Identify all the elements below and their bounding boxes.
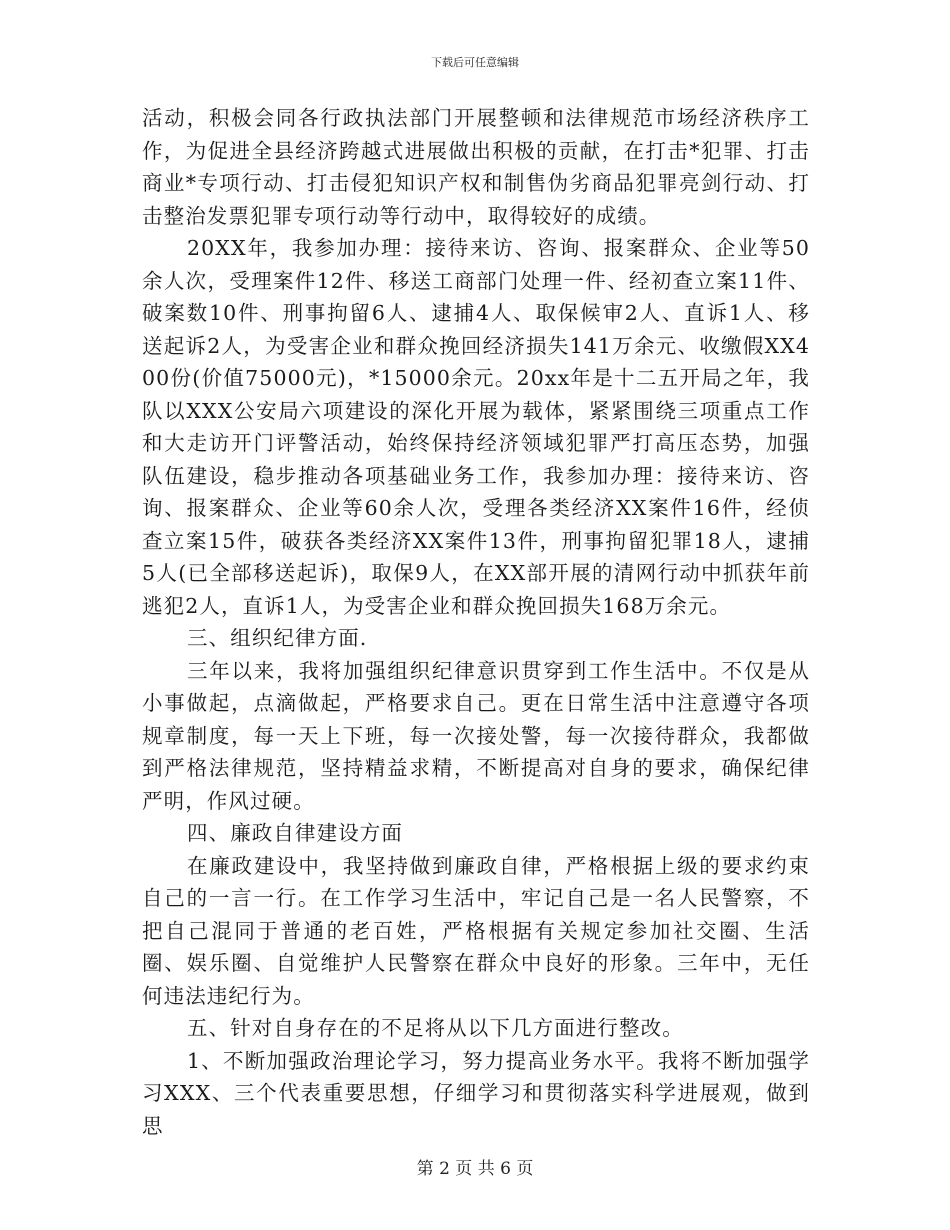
paragraph-rectification-item-1: 1、不断加强政治理论学习，努力提高业务水平。我将不断加强学习XXX、三个代表重要思想，仔细学习和贯彻落实科学进展观，做到思 bbox=[142, 1048, 810, 1138]
page-header: 下载后可任意编辑 bbox=[431, 56, 519, 69]
document-body bbox=[142, 102, 810, 1142]
paragraph-case-statistics: 20XX年，我参加办理：接待来访、咨询、报案群众、企业等50余人次，受理案件12件、移送工商部门处理一件、经初查立案11件、破案数10件、刑事拘留6人、逮捕4人、取保候审2人、直诉1人、移送起诉2人，为受害企业和群众挽回经济损失141万余元、收缴假XX400份(价值75000元)，*15000余元。20xx年是十二五开局之年，我队以XXX公安局六项建设的深化开展为载体，紧紧围绕三项重点工作和大走访开门评警活动，始终保持经济领域犯罪严打高压态势，加强队伍建设，稳步推动各项基础业务工作，我参加办理：接待来访、咨询、报案群众、企业等60余人次，受理各类经济XX案件16件，经侦查立案15件，破获各类经济XX案件13件，刑事拘留犯罪18人，逮捕5人(已全部移送起诉)，取保9人，在XX部开展的清网行动中抓获年前逃犯2人，直诉1人，为受害企业和群众挽回损失168万余元。 bbox=[142, 236, 810, 618]
heading-rectification: 五、针对自身存在的不足将从以下几方面进行整改。 bbox=[187, 1016, 684, 1040]
heading-organizational-discipline: 三、组织纪律方面. bbox=[187, 626, 368, 650]
paragraph-organizational-discipline: 三年以来，我将加强组织纪律意识贯穿到工作生活中。不仅是从小事做起，点滴做起，严格要求自己。更在日常生活中注意遵守各项规章制度，每一天上下班，每一次接处警，每一次接待群众，我都做到严格法律规范，坚持精益求精，不断提高对自身的要求，确保纪律严明，作风过硬。 bbox=[142, 658, 810, 813]
paragraph-continuation: 活动，积极会同各行政执法部门开展整顿和法律规范市场经济秩序工作，为促进全县经济跨越式进展做出积极的贡献，在打击*犯罪、打击商业*专项行动、打击侵犯知识产权和制售伪劣商品犯罪亮剑行动、打击整治发票犯罪专项行动等行动中，取得较好的成绩。 bbox=[142, 106, 810, 228]
paragraph-integrity-self-discipline: 在廉政建设中，我坚持做到廉政自律，严格根据上级的要求约束自己的一言一行。在工作学习生活中，牢记自己是一名人民警察，不把自己混同于普通的老百姓，严格根据有关规定参加社交圈、生活圈、娱乐圈、自觉维护人民警察在群众中良好的形象。三年中，无任何违法违纪行为。 bbox=[142, 853, 810, 1008]
page-number-footer: 第 2 页 共 6 页 bbox=[416, 1159, 534, 1179]
heading-integrity-self-discipline: 四、廉政自律建设方面 bbox=[187, 821, 403, 845]
